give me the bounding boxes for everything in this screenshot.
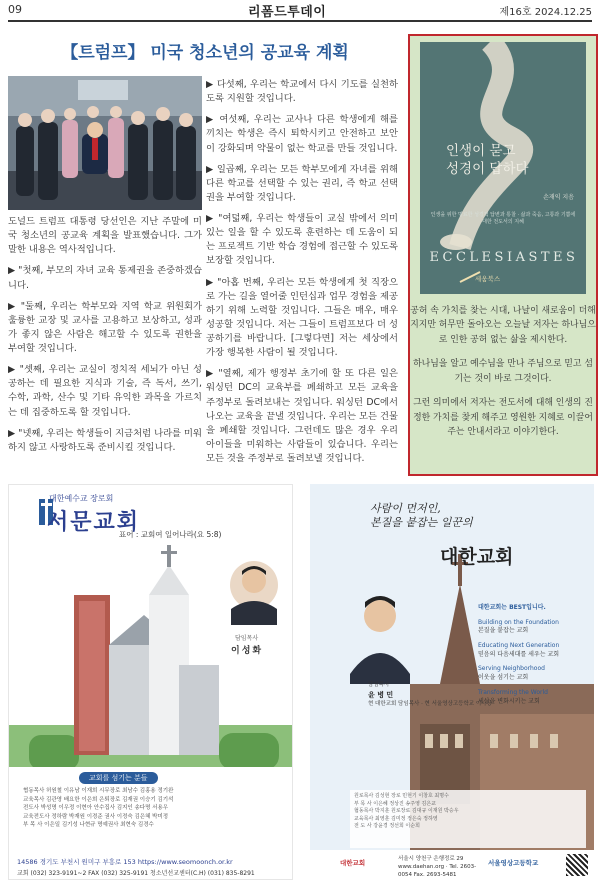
staff-row: 협동목사 박지훈 원로장로 김대규 이재원 박승우 (354, 808, 459, 814)
value-kr: 이웃을 섬기는 교회 (478, 674, 529, 682)
slogan-line: 사람이 먼저인, (370, 502, 441, 515)
paragraph: ▶ "첫째, 부모의 자녀 교육 통제권을 존중하겠습니다. (8, 265, 202, 291)
paragraph: 공허 속 가치를 찾는 시대, 나날이 새로움이 더해지지만 허무만 돌아오는 오늘날 저자는 하나님으로 인한 공허 없는 삶을 제시한다. (410, 306, 596, 345)
article-photo (8, 76, 202, 210)
issue-info: 제16호 2024.12.25 (499, 7, 592, 18)
footer-church-name: 대한교회 (340, 859, 366, 867)
staff-label: 교회를 섬기는 분들 (79, 772, 158, 784)
value-en: Educating Next Generation (478, 642, 560, 650)
paragraph: ▶ "셋째, 우리는 교실이 정치적 세뇌가 아닌 성공하는 데 필요한 지식과 기술, 즉 독서, 쓰기, 수학, 과학, 산수 및 기타 유익한 과목을 가르치는 데 집중하도록 할 것입니다. (8, 364, 202, 418)
paragraph: ▶ 다섯째, 우리는 학교에서 다시 기도를 실천하도록 지원할 것입니다. (206, 79, 398, 105)
church-denomination: 대한예수교 장로회 (49, 494, 114, 503)
church-verse: 표어 : 교회여 일어나라(요 5:8) (119, 530, 222, 539)
paragraph: 도널드 트럼프 대통령 당선인은 지난 주말에 미국 청소년의 공교육 계획을 발표했습니다. 그가 말한 내용은 역사적입니다. (8, 216, 202, 256)
book-tagline: 인생을 위한 명료한 성경적 답변과 통찰 · 삶과 죽음, 고통과 기쁨에 대한 전도서의 지혜 (430, 212, 576, 225)
book-advertisement (408, 34, 598, 476)
paragraph: 그런 의미에서 저자는 전도서에 대해 인생의 진정한 가치를 찾게 해주고 영원한 지혜로 이끌어주는 안내서라고 이야기한다. (413, 398, 593, 437)
staff-list (23, 787, 285, 849)
values-title: 대한교회는 BEST입니다. (478, 604, 546, 611)
book-description (410, 304, 596, 449)
pastor-info (368, 682, 492, 709)
value-kr: 믿음의 다음세대를 세우는 교회 (478, 650, 560, 658)
paragraph: ▶ "아홉 번째, 우리는 모든 학생에게 첫 직장으로 가는 길을 열어줄 인턴십과 업무 경험을 제공하기 위해 노력할 것입니다. 그들은 매우, 매우 성공할 것입니다. 저는 그들이 트럼프보다 더 성공하기를 바랍니다. [그렇다면] 저는 세상에서 가장 행복한 사람이 될 것입니다. (206, 276, 398, 359)
staff-row: 부 목 사 이은혜 정상진 송주영 김은교 (354, 800, 436, 807)
book-publisher: 세움북스 (475, 275, 501, 283)
staff-row: 원로목사 김성현 장로 민현기 이창호 최명수 (354, 793, 449, 799)
book-cover (420, 42, 586, 294)
staff-row: 교육목사 최영훈 김미정 정은숙 정하영 (354, 815, 438, 822)
pastor-name: 이성화 (231, 646, 264, 656)
value-en: Serving Neighborhood (478, 665, 545, 673)
pastor-title: 담임목사 (368, 682, 390, 688)
church-name: 서문교회 (47, 509, 141, 535)
pastor-name: 윤 병 민 (368, 690, 394, 699)
paragraph: ▶ "열째, 제가 행정부 초기에 할 또 다른 일은 워싱턴 DC의 교육부를 폐쇄하고 모든 교육을 주정부로 돌려보내는 것입니다. 워싱턴 DC에서 나오는 교육을 끝낼 것입니다. 우리는 모든 건물을 폐쇄할 것입니다. 그런데도 많은 경우 우리 아이들을 미워하는 사람들이 있습니다. 우리는 모든 것을 주정부로 돌려보낼 것입니다. (206, 368, 398, 464)
church-phone: 교회 (032) 323-9191~2 FAX (032) 325-9191 청소년선교센터(C.H) (031) 835-8291 (17, 870, 255, 877)
paragraph: 하나님을 알고 예수님을 만나 주님으로 믿고 섬기는 것이 바로 그것이다. (413, 359, 593, 384)
staff-row: 교육전도사 정하람 박재원 이경준 권사 이정숙 김은혜 박미정 (23, 813, 169, 820)
book-title-line: 인생이 묻고 (446, 143, 516, 159)
slogan-line: 본질을 붙잡는 일꾼의 (370, 516, 473, 530)
masthead: 리폼드투데이 (248, 5, 327, 20)
church-ad-daehan (310, 484, 594, 880)
article-headline: 【트럼프】 미국 청소년의 공교육 계획 (61, 43, 349, 63)
staff-row: 교육목사 김관영 배요한 이은희 은퇴장로 김재권 이승기 김기석 (23, 796, 174, 803)
church-name: 대한교회 (440, 546, 514, 568)
book-author: 손재익 지음 (543, 194, 574, 201)
paragraph: ▶ 일곱째, 우리는 모든 학부모에게 자녀를 위해 다른 학교를 선택할 수 있는 권리, 즉 학교 선택권을 부여할 것입니다. (206, 163, 398, 203)
book-title (446, 142, 576, 178)
value-en: Transforming the World (478, 688, 548, 696)
footer-school-name: 서울영상고등학교 (488, 859, 539, 867)
paragraph: ▶ 여섯째, 우리는 교사나 다른 학생에게 해를 끼치는 학생은 즉시 퇴학시키고 안전하고 보안이 강화되며 약물이 없는 학교를 만들 것입니다. (206, 114, 398, 154)
article-column-2 (206, 78, 398, 473)
pastor-title: 담임목사 (235, 635, 259, 642)
value-kr: 본질을 붙잡는 교회 (478, 627, 529, 635)
value-kr: 세상을 변화시키는 교회 (478, 697, 540, 705)
qr-code-icon (566, 854, 588, 876)
page-header (8, 0, 592, 22)
book-title-line: 성경이 답하다 (446, 161, 529, 178)
staff-row: 전도사 박성명 이우정 이현아 안수집사 김지인 송다명 서용우 (23, 805, 169, 812)
staff-row: 협동목사 허원철 이유남 이재희 시무장로 최남수 김홍용 정기완 (23, 788, 174, 794)
church-ad-seomoon (8, 484, 293, 880)
paragraph: ▶ "둘째, 우리는 학부모와 지역 학교 위원회가 훌륭한 교장 및 교사를 고용하고 보상하고, 성과가 좋지 않은 사람은 해고할 수 있도록 권한을 부여할 것입니다. (8, 300, 202, 354)
staff-row: 전 도 사 강윤경 정선희 이순희 (354, 823, 420, 829)
page-number: 09 (8, 3, 22, 16)
paragraph: ▶ "여덟째, 우리는 학생들이 교실 밖에서 의미 있는 일을 할 수 있도록 훈련하는 데 도움이 되는 프로젝트 기반 학습 경험에 접근할 수 있도록 보장할 것입니다. (206, 213, 398, 267)
paragraph: ▶ "넷째, 우리는 학생들이 지금처럼 나라를 미워하지 않고 사랑하도록 준비시킬 것입니다. (8, 427, 202, 453)
church-values (478, 604, 588, 712)
church-footer (310, 850, 594, 880)
footer-address: 서울시 양천구 은행정로 29 www.daehan.org · Tel. 2603-0054 Fax. 2693-5481 (398, 856, 477, 878)
staff-list (350, 790, 586, 848)
pastor-bio: 현 대한교회 담임목사 · 현 서울영상고등학교 이사장 (368, 700, 492, 707)
church-address: 14586 경기도 부천시 원미구 부흥로 153 https://www.seomoonch.or.kr (17, 858, 233, 866)
staff-row: 부 목 사 이은일 김기성 나현규 명예권사 최현숙 김경수 (23, 822, 154, 829)
book-latin-title: ECCLESIASTES (429, 250, 579, 265)
church-slogan (370, 502, 473, 531)
article-column-1 (8, 215, 202, 462)
value-en: Building on the Foundation (478, 618, 559, 626)
